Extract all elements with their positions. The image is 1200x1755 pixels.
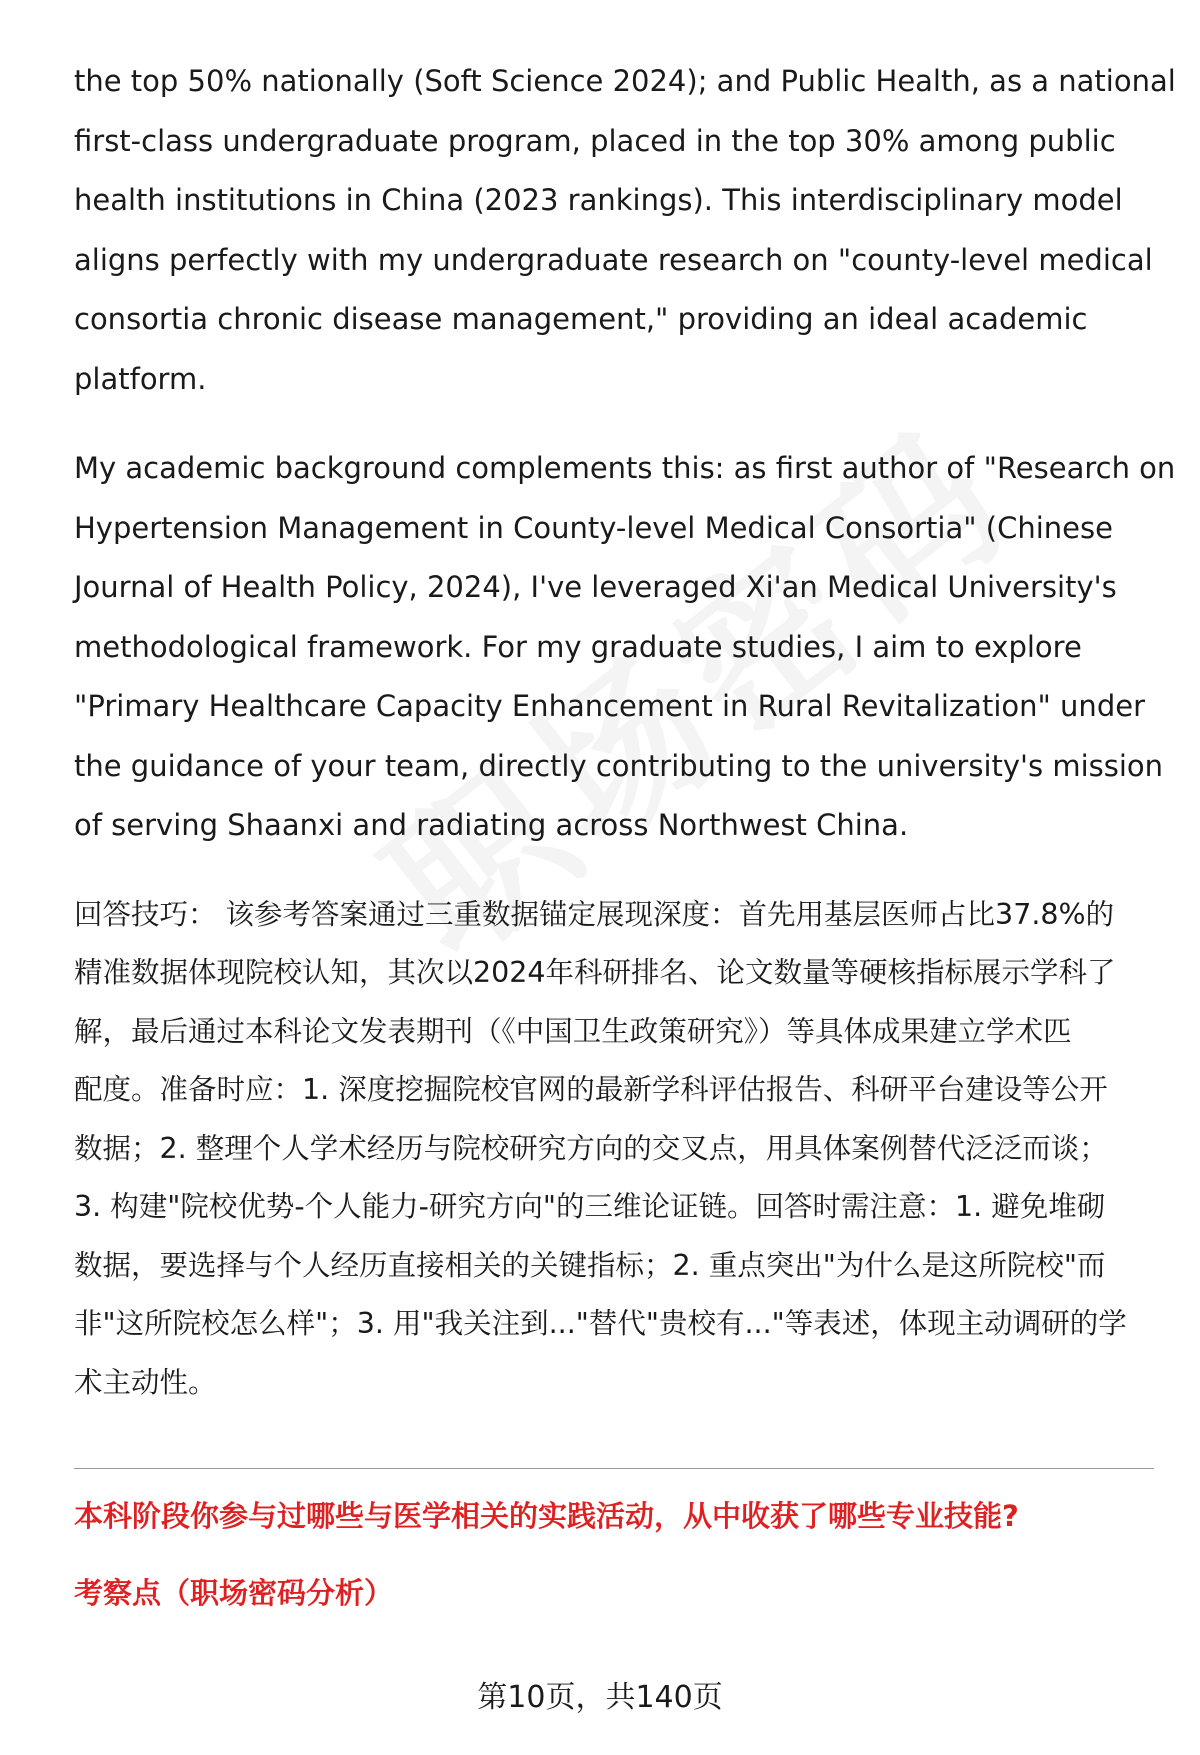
paragraph-line: the guidance of your team, directly contributing to the university's mission [74,748,1164,783]
paragraph-line: "Primary Healthcare Capacity Enhancement in Rural Revitalization" under [74,689,1145,723]
answer-tips [74,886,1154,1413]
paragraph-line: Hypertension Management in County-level Medical Consortia" (Chinese [74,510,1113,545]
paragraph-line: consortia chronic disease management," providing an ideal academic [74,302,1088,336]
paragraph-line: of serving Shaanxi and radiating across Northwest China. [74,808,909,842]
tips-line: 回答技巧： 该参考答案通过三重数据锚定展现深度：首先用基层医师占比37.8%的 [74,897,1115,931]
tips-line: 精准数据体现院校认知，其次以2024年科研排名、论文数量等硬核指标展示学科了 [74,956,1116,989]
paragraph-line: platform. [74,361,207,396]
paragraph-2 [74,439,1176,856]
tips-line: 数据，要选择与个人经历直接相关的关键指标；2. 重点突出"为什么是这所院校"而 [74,1248,1106,1282]
exam-point-heading: 考察点（职场密码分析） [74,1576,394,1610]
tips-line: 数据；2. 整理个人学术经历与院校研究方向的交叉点，用具体案例替代泛泛而谈； [74,1131,1108,1165]
tips-line: 非"这所院校怎么样"；3. 用"我关注到..."替代"贵校有..."等表述，体现主动调研的学 [74,1307,1127,1340]
paragraph-line: first-class undergraduate program, placed in the top 30% among public [74,123,1116,158]
tips-line: 3. 构建"院校优势-个人能力-研究方向"的三维论证链。回答时需注意：1. 避免堆砌 [74,1190,1106,1223]
page-content [74,52,1176,1412]
paragraph-line: My academic background complements this: as first author of "Research on [74,451,1176,485]
paragraph-line: health institutions in China (2023 rankings). This interdisciplinary model [74,183,1123,217]
section-divider [74,1468,1154,1469]
paragraph-line: methodological framework. For my graduate studies, I aim to explore [74,629,1082,664]
tips-line: 术主动性。 [74,1365,217,1399]
page-number: 第10页，共140页 [477,1680,723,1715]
question-heading: 本科阶段你参与过哪些与医学相关的实践活动，从中收获了哪些专业技能? [74,1499,1019,1533]
tips-line: 解，最后通过本科论文发表期刊（《中国卫生政策研究》）等具体成果建立学术匹 [74,1014,1072,1048]
tips-line: 配度。准备时应：1. 深度挖掘院校官网的最新学科评估报告、科研平台建设等公开 [74,1073,1108,1106]
paragraph-line: aligns perfectly with my undergraduate research on "county-level medical [74,242,1153,277]
paragraph-line: the top 50% nationally (Soft Science 2024); and Public Health, as a national [74,64,1176,98]
paragraph-1 [74,52,1176,409]
paragraph-line: Journal of Health Policy, 2024), I've leveraged Xi'an Medical University's [74,570,1117,604]
